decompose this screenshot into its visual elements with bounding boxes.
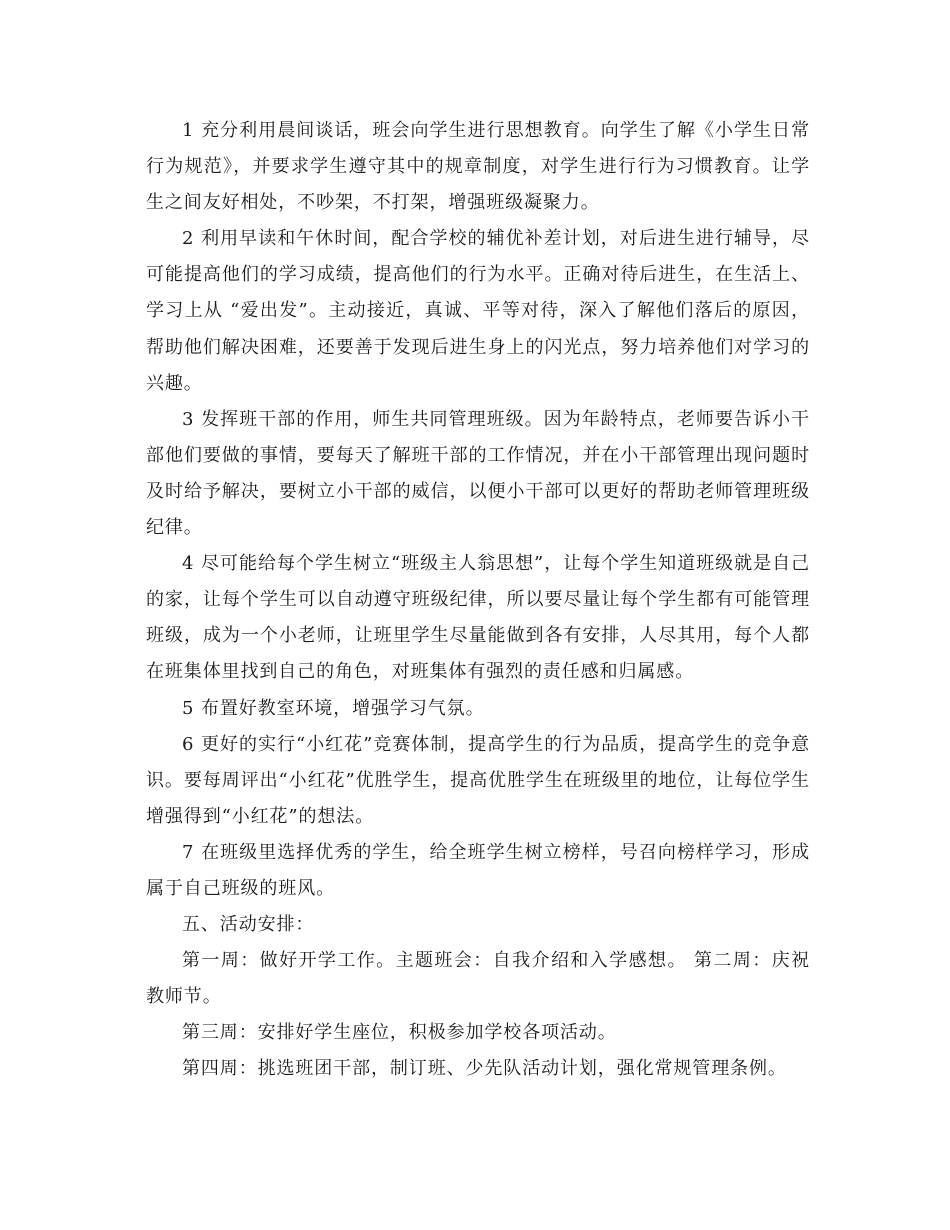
paragraph-item-7: 7 在班级里选择优秀的学生，给全班学生树立榜样，号召向榜样学习，形成属于自己班级的班风。 xyxy=(146,841,810,899)
document-body xyxy=(146,113,810,1088)
paragraph-item-6: 6 更好的实行“小红花”竞赛体制，提高学生的行为品质，提高学生的竞争意识。要每周评出“小红花”优胜学生，提高优胜学生在班级里的地位，让每位学生增强得到“小红花”的想法。 xyxy=(146,733,810,827)
paragraph-item-3: 3 发挥班干部的作用，师生共同管理班级。因为年龄特点，老师要告诉小干部他们要做的事情，要每天了解班干部的工作情况，并在小干部管理出现问题时及时给予解决，要树立小干部的威信，以便小干部可以更好的帮助老师管理班级纪律。 xyxy=(146,408,810,539)
section-heading-activity-schedule: 五、活动安排： xyxy=(182,914,315,936)
paragraph-item-4: 4 尽可能给每个学生树立“班级主人翁思想”，让每个学生知道班级就是自己的家，让每个学生可以自动遵守班级纪律，所以要尽量让每个学生都有可能管理班级，成为一个小老师，让班里学生尽量能做到各有安排，人尽其用，每个人都在班集体里找到自己的角色，对班集体有强烈的责任感和归属感。 xyxy=(146,553,810,683)
paragraph-item-5: 5 布置好教室环境，增强学习气氛。 xyxy=(182,697,485,719)
paragraph-item-2: 2 利用早读和午休时间，配合学校的辅优补差计划，对后进生进行辅导，尽可能提高他们的学习成绩，提高他们的行为水平。正确对待后进生，在生活上、学习上从 “爱出发”。主动接近，真诚、平等对待，深入了解他们落后的原因，帮助他们解决困难，还要善于发现后进生身上的闪光点，努力培养他们对学习的兴趣。 xyxy=(146,228,810,394)
schedule-week-1-2: 第一周：做好开学工作。主题班会：自我介绍和入学感想。 第二周：庆祝教师节。 xyxy=(146,950,810,1008)
schedule-week-4: 第四周：挑选班团干部，制订班、少先队活动计划，强化常规管理条例。 xyxy=(182,1058,787,1080)
schedule-week-3: 第三周：安排好学生座位，积极参加学校各项活动。 xyxy=(182,1022,617,1044)
paragraph-item-1: 1 充分利用晨间谈话，班会向学生进行思想教育。向学生了解《小学生日常行为规范》，并要求学生遵守其中的规章制度，对学生进行行为习惯教育。让学生之间友好相处，不吵架，不打架，增强班级凝聚力。 xyxy=(146,120,810,214)
